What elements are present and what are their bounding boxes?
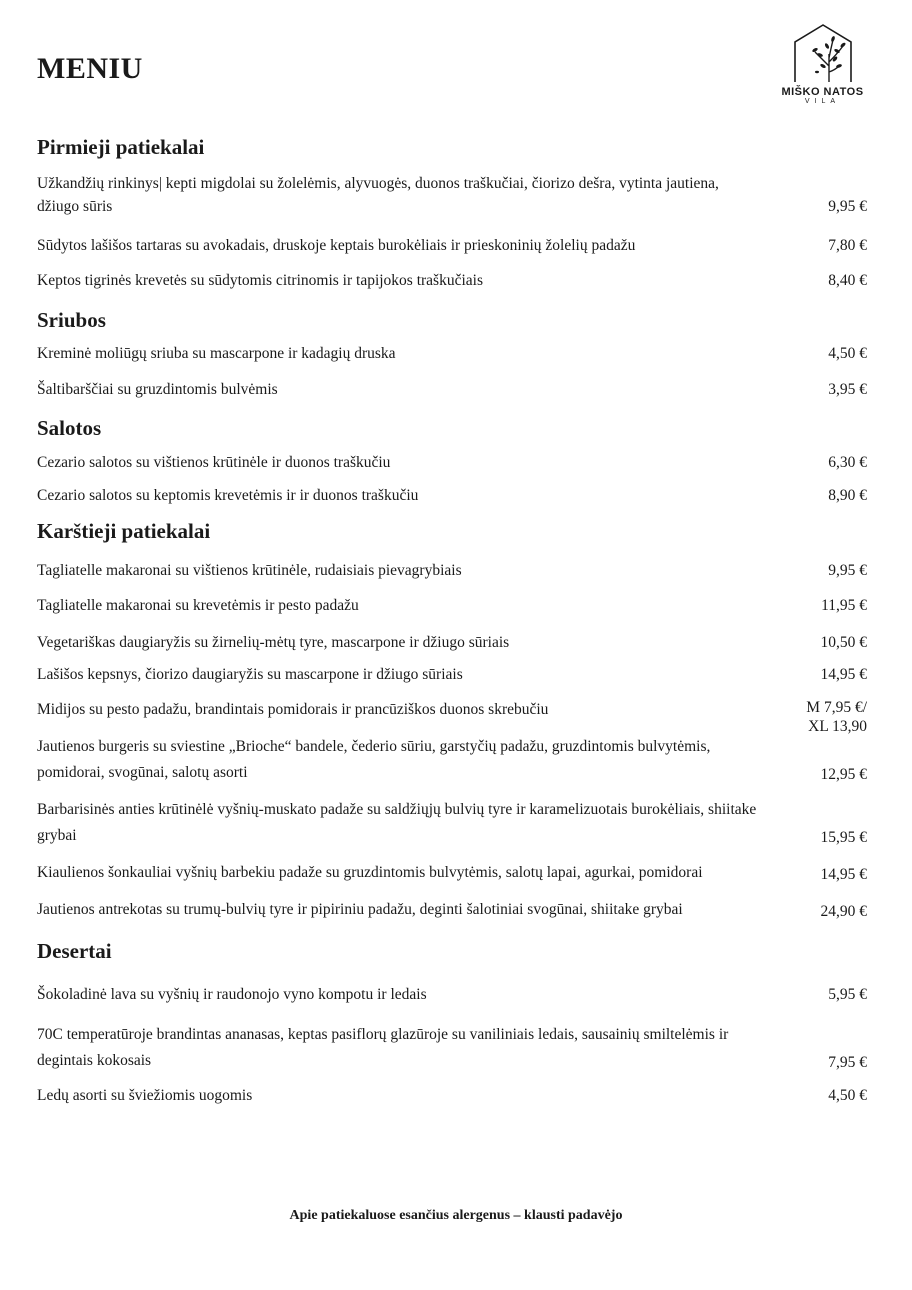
item-price: 3,95 € (828, 381, 867, 398)
item-price: 6,30 € (828, 454, 867, 471)
logo-subtitle: VILA (804, 98, 841, 105)
allergen-note: Apie patiekaluose esančius alergenus – klausti padavėjo (289, 1208, 623, 1223)
item-price: 9,95 € (828, 562, 867, 579)
section-title: Salotos (37, 416, 102, 440)
menu-item (37, 234, 867, 257)
item-price-medium: M 7,95 €/ (806, 699, 867, 716)
menu-item (37, 594, 867, 617)
item-price: 11,95 € (821, 597, 867, 614)
menu-item (37, 698, 867, 736)
menu-item (37, 451, 867, 474)
menu-item (37, 172, 867, 218)
item-description: Jautienos antrekotas su trumų-bulvių tyre ir pipiriniu padažu, deginti šalotiniai svogūnai, shiitake grybai (37, 901, 683, 918)
item-description: Kiaulienos šonkauliai vyšnių barbekiu padaže su gruzdintomis bulvytėmis, salotų lapai, agurkai, pomidorai (37, 864, 703, 881)
section-title: Desertai (37, 939, 112, 963)
item-price: 8,40 € (828, 272, 867, 289)
menu-item (37, 378, 867, 401)
item-price-large: XL 13,90 (808, 718, 867, 735)
item-price: 8,90 € (828, 487, 867, 504)
item-description: Barbarisinės anties krūtinėlė vyšnių-muskato padaže su saldžiųjų bulvių tyre ir karamelizuotais burokėliais, shiitake grybai (37, 801, 757, 844)
logo (770, 22, 875, 105)
item-description: Šokoladinė lava su vyšnių ir raudonojo vyno kompotu ir ledais (37, 986, 427, 1003)
item-price: 4,50 € (828, 1087, 867, 1104)
menu-item (37, 734, 867, 786)
menu-item (37, 1084, 867, 1107)
section-title: Karštieji patiekalai (37, 519, 211, 543)
menu-item (37, 269, 867, 292)
item-description: Cezario salotos su vištienos krūtinėle ir duonos traškučiu (37, 454, 391, 471)
section-title: Pirmieji patiekalai (37, 135, 205, 159)
menu-item (37, 663, 867, 686)
menu-item (37, 897, 867, 923)
item-price: 14,95 € (820, 866, 867, 883)
item-price: 7,80 € (828, 237, 867, 254)
menu-item (37, 983, 867, 1006)
item-description: Sūdytos lašišos tartaras su avokadais, druskoje keptais burokėliais ir prieskoninių žolelių padažu (37, 237, 636, 254)
item-price: 5,95 € (828, 986, 867, 1003)
item-description: Šaltibarščiai su gruzdintomis bulvėmis (37, 381, 278, 398)
item-description: Ledų asorti su šviežiomis uogomis (37, 1087, 253, 1104)
menu-item (37, 860, 867, 886)
page-title: MENIU (37, 52, 143, 85)
item-description: Tagliatelle makaronai su krevetėmis ir pesto padažu (37, 597, 359, 614)
menu-list (37, 132, 867, 1107)
section-title: Sriubos (37, 308, 106, 332)
menu-item (37, 342, 867, 365)
item-description: Užkandžių rinkinys| kepti migdolai su žolelėmis, alyvuogės, duonos traškučiai, čiorizo dešra, vytinta jautiena, džiugo sūris (37, 175, 719, 215)
item-price: 15,95 € (820, 829, 867, 846)
item-description: Cezario salotos su keptomis krevetėmis ir ir duonos traškučiu (37, 487, 419, 504)
item-price: 24,90 € (820, 903, 867, 920)
item-description: Vegetariškas daugiaryžis su žirnelių-mėtų tyre, mascarpone ir džiugo sūriais (37, 634, 510, 651)
item-price: 9,95 € (828, 198, 867, 215)
item-description: Tagliatelle makaronai su vištienos krūtinėle, rudaisiais pievagrybiais (37, 562, 462, 579)
menu-item (37, 484, 867, 507)
menu-item (37, 1022, 867, 1074)
item-description: Jautienos burgeris su sviestine „Brioche“ bandele, čederio sūriu, garstyčių padažu, gruzdintomis bulvytėmis, pomidorai, svogūnai, salotų asorti (37, 738, 711, 781)
item-price: 12,95 € (820, 766, 867, 783)
house-tree-icon (791, 22, 855, 84)
item-description: 70C temperatūroje brandintas ananasas, keptas pasiflorų glazūroje su vaniliniais ledais, sausainių smiltelėmis ir degintais kokosais (37, 1026, 729, 1069)
menu-item (37, 631, 867, 654)
item-price: 14,95 € (820, 666, 867, 683)
menu-item (37, 559, 867, 582)
logo-name: MIŠKO NATOS (781, 86, 864, 98)
item-description: Kreminė moliūgų sriuba su mascarpone ir kadagių druska (37, 345, 396, 362)
item-price: 10,50 € (820, 634, 867, 651)
item-description: Midijos su pesto padažu, brandintais pomidorais ir prancūziškos duonos skrebučiu (37, 701, 549, 718)
item-description: Lašišos kepsnys, čiorizo daugiaryžis su mascarpone ir džiugo sūriais (37, 666, 463, 683)
item-price: 7,95 € (828, 1054, 867, 1071)
item-price: 4,50 € (828, 345, 867, 362)
item-price (806, 698, 867, 736)
menu-item (37, 797, 867, 849)
item-description: Keptos tigrinės krevetės su sūdytomis citrinomis ir tapijokos traškučiais (37, 272, 483, 289)
